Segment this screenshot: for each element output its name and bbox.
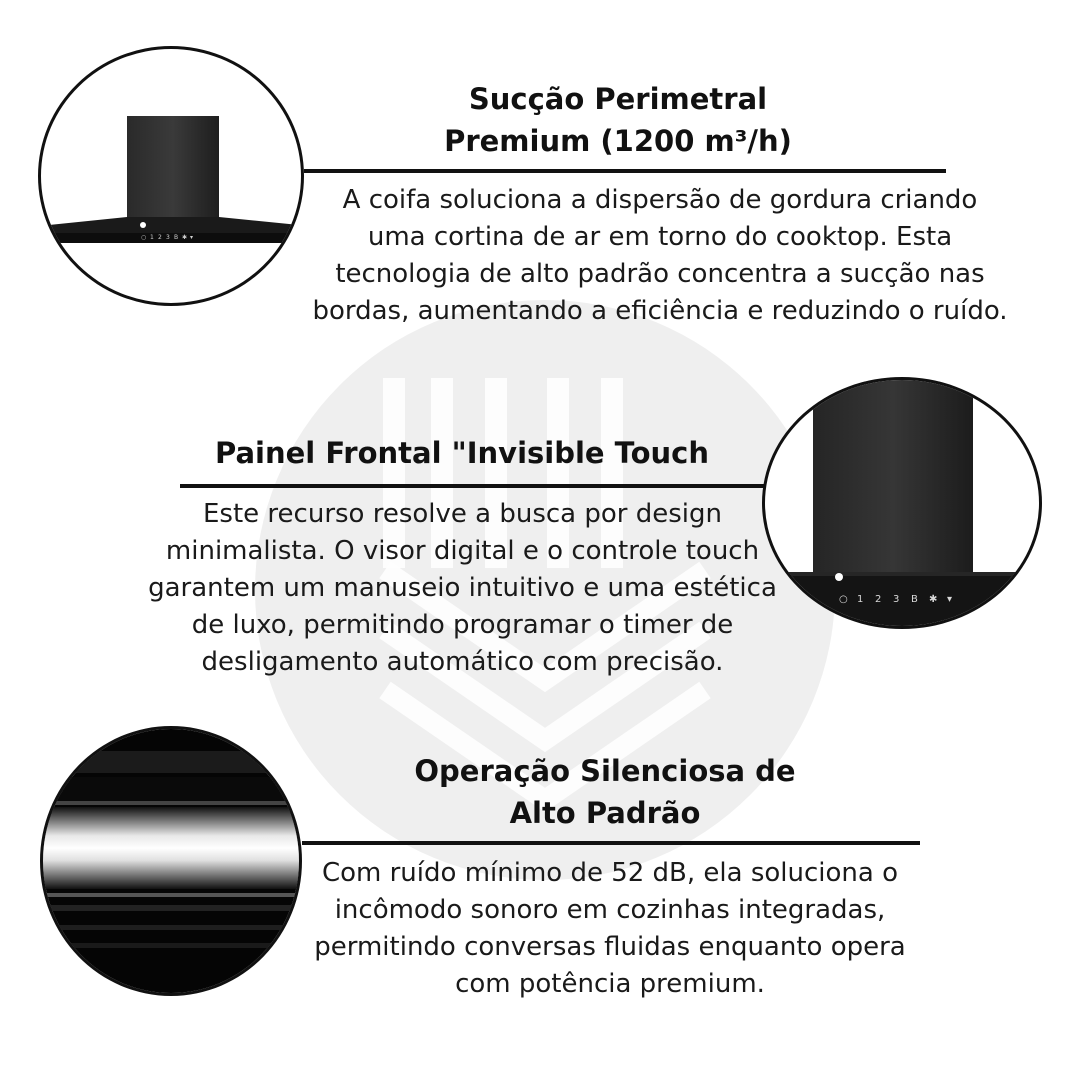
section-2-description [140, 496, 785, 681]
panel-label: B [174, 234, 179, 241]
panel-label: ✱ [929, 594, 938, 605]
led-light-strip-icon [43, 729, 299, 993]
section-1-description [300, 182, 1020, 330]
description-line: tecnologia de alto padrão concentra a sucção nas [335, 259, 985, 289]
section-1-title-line: Sucção Perimetral [468, 82, 768, 116]
panel-label: 3 [166, 234, 170, 241]
range-hood-chimney-icon [41, 49, 301, 303]
description-line: Com ruído mínimo de 52 dB, ela soluciona o [321, 858, 899, 888]
description-line: A coifa soluciona a dispersão de gordura criando [342, 185, 978, 215]
touch-panel-image [762, 377, 1042, 629]
section-1-title [400, 78, 836, 162]
section-2-title-line: Painel Frontal "Invisible Touch [214, 436, 710, 470]
section-2-divider [180, 484, 764, 488]
description-line: uma cortina de ar em torno do cooktop. Esta [367, 222, 953, 252]
section-3-title [400, 750, 810, 834]
led-light-image [40, 726, 302, 996]
description-line: garantem um manuseio intuitivo e uma estética [148, 573, 777, 603]
section-3-title-line: Operação Silenciosa de [414, 754, 796, 788]
description-line: desligamento automático com precisão. [201, 647, 724, 677]
panel-label: ✱ [182, 234, 188, 241]
hood-product-image [38, 46, 304, 306]
description-line: de luxo, permitindo programar o timer de [191, 610, 734, 640]
panel-label: 1 [857, 594, 864, 605]
description-line: Este recurso resolve a busca por design [203, 499, 722, 529]
touch-control-panel-icon [765, 380, 1039, 626]
description-line: incômodo sonoro em cozinhas integradas, [334, 895, 886, 925]
section-1-divider [304, 169, 946, 173]
description-line: minimalista. O visor digital e o controle touch [165, 536, 760, 566]
panel-label: ▾ [190, 234, 194, 241]
section-3-title-line: Alto Padrão [509, 796, 701, 830]
panel-label: ○ [141, 234, 147, 241]
panel-label: 1 [150, 234, 154, 241]
panel-label: 3 [893, 594, 900, 605]
panel-label: 2 [158, 234, 162, 241]
panel-label: 2 [875, 594, 882, 605]
section-3-divider [302, 841, 920, 845]
section-3-description [300, 855, 920, 1003]
section-2-title [180, 432, 744, 474]
panel-label: ▾ [947, 594, 953, 605]
description-line: permitindo conversas fluidas enquanto opera [314, 932, 906, 962]
panel-label: ○ [839, 594, 848, 605]
description-line: bordas, aumentando a eficiência e reduzindo o ruído. [312, 296, 1008, 326]
description-line: com potência premium. [455, 969, 765, 999]
section-1-title-line: Premium (1200 m³/h) [444, 124, 792, 158]
panel-label: B [911, 594, 918, 605]
